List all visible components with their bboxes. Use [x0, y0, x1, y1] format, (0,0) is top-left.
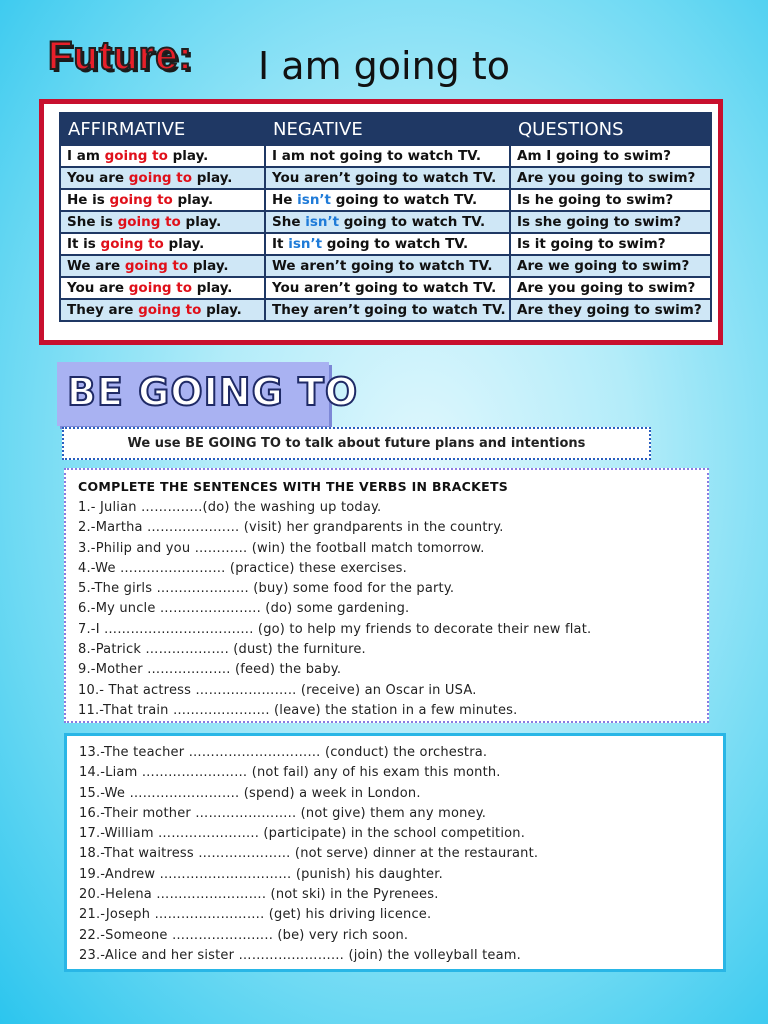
- be-going-to-badge: [57, 362, 359, 426]
- exercise-list-1: [78, 498, 591, 721]
- negative-cell: [265, 189, 510, 211]
- negative-cell: [265, 233, 510, 255]
- affirmative-cell: [60, 211, 265, 233]
- badge-text: BE GOING TO: [67, 370, 359, 414]
- affirmative-going-to: going to: [100, 236, 164, 252]
- affirmative-verb: play.: [180, 214, 222, 230]
- table-row: [60, 299, 711, 321]
- info-box: We use BE GOING TO to talk about future plans and intentions: [62, 427, 651, 460]
- negative-cell: [265, 299, 510, 321]
- table-row: [60, 189, 711, 211]
- affirmative-verb: play.: [192, 280, 233, 296]
- negative-text: She: [272, 214, 306, 230]
- table-row: [60, 145, 711, 167]
- exercise-item: 5.-The girls ………………… (buy) some food for the party.: [78, 581, 455, 597]
- negative-isnt: isn’t: [297, 192, 332, 208]
- negative-text: He: [272, 192, 298, 208]
- negative-rest: going to watch TV.: [322, 236, 469, 252]
- header-questions: QUESTIONS: [510, 113, 711, 145]
- question-cell: Is it going to swim?: [510, 233, 711, 255]
- affirmative-verb: play.: [167, 148, 209, 164]
- header-affirmative: AFFIRMATIVE: [60, 113, 265, 145]
- affirmative-going-to: going to: [109, 192, 173, 208]
- affirmative-subject: You are: [67, 170, 129, 186]
- affirmative-subject: They are: [67, 302, 139, 318]
- table-row: [60, 255, 711, 277]
- exercise-item: 14.-Liam …………………… (not fail) any of his exam this month.: [79, 765, 501, 781]
- negative-cell: [265, 145, 510, 167]
- affirmative-subject: You are: [67, 280, 129, 296]
- exercise-item: 4.-We …………………… (practice) these exercises.: [78, 560, 407, 576]
- negative-rest: going to watch TV.: [339, 214, 486, 230]
- grammar-table-body: [60, 145, 711, 321]
- negative-cell: [265, 277, 510, 299]
- negative-text: It: [272, 236, 289, 252]
- affirmative-cell: [60, 233, 265, 255]
- affirmative-cell: [60, 167, 265, 189]
- affirmative-going-to: going to: [128, 280, 193, 296]
- exercise-item: 23.-Alice and her sister …………………… (join) the volleyball team.: [79, 947, 521, 963]
- grammar-table: [59, 112, 712, 322]
- header-negative: NEGATIVE: [265, 113, 510, 145]
- question-cell: Am I going to swim?: [510, 145, 711, 167]
- exercise-item: 10.- That actress ………………….. (receive) an Oscar in USA.: [78, 682, 477, 698]
- affirmative-cell: [60, 299, 265, 321]
- affirmative-cell: [60, 255, 265, 277]
- exercise-item: 3.-Philip and you ………… (win) the football match tomorrow.: [78, 540, 485, 556]
- question-cell: Are you going to swim?: [510, 277, 711, 299]
- affirmative-verb: play.: [201, 302, 242, 318]
- exercise-item: 2.-Martha ………………… (visit) her grandparents in the country.: [78, 520, 504, 536]
- table-row: [60, 211, 711, 233]
- exercise-item: 7.-I ……………………………. (go) to help my friends to decorate their new flat.: [78, 621, 592, 637]
- negative-rest: going to watch TV.: [331, 192, 478, 208]
- negative-text: You aren’t going to watch TV.: [272, 280, 497, 296]
- affirmative-subject: She is: [67, 214, 118, 230]
- exercise-item: 16.-Their mother ………………….. (not give) them any money.: [79, 805, 487, 821]
- affirmative-going-to: going to: [104, 148, 168, 164]
- exercise-item: 6.-My uncle ………………….. (do) some gardening.: [78, 601, 410, 617]
- title-main: I am going to: [258, 44, 511, 88]
- question-cell: Are we going to swim?: [510, 255, 711, 277]
- negative-text: You aren’t going to watch TV.: [272, 170, 497, 186]
- exercise-list-2: [79, 743, 538, 966]
- exercise-box-2: [64, 733, 726, 972]
- negative-cell: [265, 167, 510, 189]
- exercise-item: 21.-Joseph ……………………. (get) his driving licence.: [79, 907, 432, 923]
- affirmative-going-to: going to: [128, 170, 193, 186]
- table-row: [60, 277, 711, 299]
- exercise-item: 8.-Patrick ………………. (dust) the furniture.: [78, 642, 366, 658]
- exercise-item: 15.-We ……………………. (spend) a week in London.: [79, 785, 421, 801]
- negative-isnt: isn’t: [305, 214, 340, 230]
- negative-cell: [265, 255, 510, 277]
- question-cell: Are they going to swim?: [510, 299, 711, 321]
- exercise-item: 20.-Helena ……………………. (not ski) in the Pyrenees.: [79, 887, 439, 903]
- exercise-item: 18.-That waitress ………………… (not serve) dinner at the restaurant.: [79, 846, 539, 862]
- affirmative-going-to: going to: [138, 302, 202, 318]
- question-cell: Is he going to swim?: [510, 189, 711, 211]
- affirmative-subject: He is: [67, 192, 110, 208]
- exercise-instructions: COMPLETE THE SENTENCES WITH THE VERBS IN BRACKETS: [78, 479, 509, 494]
- affirmative-going-to: going to: [124, 258, 189, 274]
- exercise-item: 1.- Julian …………..(do) the washing up today.: [78, 500, 382, 515]
- table-row: [60, 167, 711, 189]
- negative-text: We aren’t going to watch TV.: [272, 258, 493, 274]
- negative-cell: [265, 211, 510, 233]
- affirmative-verb: play.: [188, 258, 229, 274]
- exercise-box-1: [64, 468, 709, 723]
- affirmative-going-to: going to: [117, 214, 181, 230]
- grammar-table-frame: [39, 99, 723, 345]
- affirmative-subject: I am: [67, 148, 105, 164]
- negative-text: They aren’t going to watch TV.: [272, 302, 506, 318]
- question-cell: Is she going to swim?: [510, 211, 711, 233]
- exercise-item: 9.-Mother ………………. (feed) the baby.: [78, 662, 342, 678]
- negative-isnt: isn’t: [288, 236, 323, 252]
- affirmative-subject: It is: [67, 236, 101, 252]
- exercise-item: 11.-That train …………………. (leave) the station in a few minutes.: [78, 702, 518, 718]
- exercise-item: 17.-William ………………….. (participate) in the school competition.: [79, 826, 526, 842]
- affirmative-verb: play.: [192, 170, 233, 186]
- exercise-item: 13.-The teacher ………………………… (conduct) the orchestra.: [79, 745, 488, 760]
- exercise-item: 22.-Someone ………………….. (be) very rich soon.: [79, 927, 409, 943]
- title-future: Future:: [48, 34, 193, 78]
- affirmative-verb: play.: [172, 192, 214, 208]
- affirmative-cell: [60, 145, 265, 167]
- affirmative-subject: We are: [67, 258, 125, 274]
- affirmative-verb: play.: [163, 236, 205, 252]
- affirmative-cell: [60, 189, 265, 211]
- question-cell: Are you going to swim?: [510, 167, 711, 189]
- table-row: [60, 233, 711, 255]
- affirmative-cell: [60, 277, 265, 299]
- exercise-item: 19.-Andrew ………………………… (punish) his daughter.: [79, 866, 443, 882]
- table-header-row: [60, 113, 711, 145]
- negative-text: I am not going to watch TV.: [272, 148, 481, 164]
